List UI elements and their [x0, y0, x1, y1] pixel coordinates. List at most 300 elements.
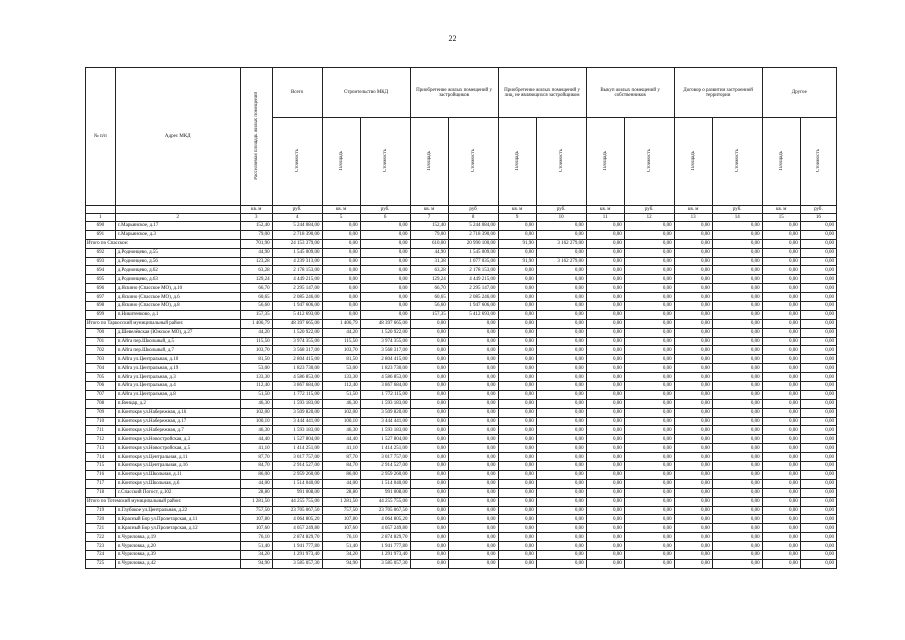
value-cell: 0,00	[536, 222, 586, 231]
value-cell: 0,00	[674, 328, 712, 337]
value-cell: 0,00	[800, 337, 836, 346]
value-cell: 84,70	[322, 462, 360, 471]
value-cell: 0,00	[800, 355, 836, 364]
value-cell: 51,50	[322, 390, 360, 399]
value-cell: 0,00	[800, 364, 836, 373]
value-cell: 0,00	[624, 506, 674, 515]
value-cell: 0,00	[712, 257, 762, 266]
value-cell: 0,00	[586, 524, 624, 533]
value-cell: 0,00	[448, 382, 498, 391]
value-cell: 0,00	[410, 488, 448, 497]
value-cell: 0,00	[800, 373, 836, 382]
value-cell: 0,00	[536, 293, 586, 302]
value-cell: 56,60	[240, 302, 272, 311]
value-cell: 0,00	[448, 373, 498, 382]
value-cell: 0,00	[762, 524, 800, 533]
row-number: 725	[86, 559, 116, 568]
value-cell: 0,00	[712, 266, 762, 275]
value-cell: 112,40	[322, 382, 360, 391]
row-address: п.Никитенково, д.1	[115, 310, 240, 319]
header-group-other-purchase: Приобретение жилых помещений у лиц, не являющихся застройщиком	[498, 68, 586, 118]
value-cell: 0,00	[360, 302, 410, 311]
value-cell: 0,00	[498, 364, 536, 373]
value-cell: 0,00	[448, 444, 498, 453]
row-number: 702	[86, 346, 116, 355]
value-cell: 0,00	[674, 470, 712, 479]
value-cell: 0,00	[624, 559, 674, 568]
value-cell: 0,00	[586, 364, 624, 373]
value-cell: 31,38	[410, 257, 448, 266]
row-number: 721	[86, 524, 116, 533]
value-cell: 0,00	[536, 470, 586, 479]
value-cell: 701,90	[240, 239, 272, 248]
unit-cell: кв. м	[498, 206, 536, 214]
value-cell: 0,00	[674, 302, 712, 311]
value-cell: 115,50	[240, 337, 272, 346]
value-cell: 0,00	[536, 488, 586, 497]
value-cell: 0,00	[624, 497, 674, 506]
value-cell: 87,70	[240, 453, 272, 462]
value-cell: 0,00	[674, 319, 712, 328]
value-cell: 0,00	[498, 435, 536, 444]
value-cell: 0,00	[712, 497, 762, 506]
value-cell: 0,00	[536, 497, 586, 506]
value-cell: 0,00	[762, 230, 800, 239]
value-cell: 0,00	[800, 488, 836, 497]
value-cell: 34,20	[322, 550, 360, 559]
value-cell: 0,00	[586, 328, 624, 337]
value-cell: 103,70	[240, 346, 272, 355]
unit-cell: кв. м	[586, 206, 624, 214]
value-cell: 0,00	[360, 266, 410, 275]
value-cell: 0,00	[536, 248, 586, 257]
value-cell: 0,00	[410, 408, 448, 417]
unit-cell: руб.	[624, 206, 674, 214]
value-cell: 0,00	[712, 479, 762, 488]
value-cell: 0,00	[762, 337, 800, 346]
value-cell: 0,00	[674, 435, 712, 444]
value-cell: 0,00	[586, 222, 624, 231]
table-row	[86, 364, 837, 373]
value-cell: 0,00	[536, 328, 586, 337]
row-number: 719	[86, 506, 116, 515]
header-area: Площадь	[674, 118, 712, 206]
value-cell: 1 772 115,00	[272, 390, 322, 399]
value-cell: 0,00	[536, 399, 586, 408]
table-row	[86, 470, 837, 479]
value-cell: 0,00	[498, 462, 536, 471]
header-living-area: Расселяемая площадь жилых помещений	[240, 68, 272, 206]
value-cell: 0,00	[410, 470, 448, 479]
value-cell: 0,00	[762, 382, 800, 391]
value-cell: 0,00	[800, 417, 836, 426]
value-cell: 757,50	[322, 506, 360, 515]
value-cell: 1 527 804,00	[360, 435, 410, 444]
value-cell: 0,00	[448, 408, 498, 417]
value-cell: 0,00	[762, 390, 800, 399]
table-row	[86, 408, 837, 417]
value-cell: 0,00	[712, 337, 762, 346]
row-address: д.Шевелёвская (Южское МО), д.27	[115, 328, 240, 337]
value-cell: 0,00	[410, 515, 448, 524]
subtotal-label: Итого по Спасское:	[86, 239, 241, 248]
value-cell: 0,00	[624, 435, 674, 444]
value-cell: 0,00	[674, 346, 712, 355]
row-address: п.Красный Бор ул.Пролетарская, д.12	[115, 524, 240, 533]
value-cell: 60,65	[410, 293, 448, 302]
header-area: Площадь	[322, 118, 360, 206]
value-cell: 0,00	[762, 453, 800, 462]
value-cell: 0,00	[586, 390, 624, 399]
row-number: 705	[86, 373, 116, 382]
value-cell: 0,00	[410, 417, 448, 426]
value-cell: 3 568 317,00	[360, 346, 410, 355]
value-cell: 2 959 260,00	[272, 470, 322, 479]
value-cell: 0,00	[674, 310, 712, 319]
value-cell: 46,30	[322, 399, 360, 408]
value-cell: 1 947 606,00	[448, 302, 498, 311]
value-cell: 0,00	[762, 462, 800, 471]
value-cell: 0,00	[448, 479, 498, 488]
value-cell: 0,00	[498, 319, 536, 328]
row-address: п.Контокря ул.Центральная, д.16	[115, 462, 240, 471]
row-number: 715	[86, 462, 116, 471]
value-cell: 28,80	[240, 488, 272, 497]
header-group-development-contract: Договор о развитии застроенной территории	[674, 68, 762, 118]
value-cell: 0,00	[536, 462, 586, 471]
row-number: 696	[86, 284, 116, 293]
value-cell: 0,00	[448, 542, 498, 551]
subtotal-row	[86, 497, 837, 506]
value-cell: 0,00	[360, 230, 410, 239]
value-cell: 0,00	[762, 470, 800, 479]
header-cost: Стоимость	[272, 118, 322, 206]
value-cell: 1 406,79	[240, 319, 272, 328]
value-cell: 0,00	[762, 364, 800, 373]
value-cell: 0,00	[624, 239, 674, 248]
value-cell: 0,00	[536, 266, 586, 275]
value-cell: 0,00	[536, 417, 586, 426]
value-cell: 0,00	[674, 417, 712, 426]
value-cell: 0,00	[712, 453, 762, 462]
value-cell: 0,00	[674, 266, 712, 275]
header-area: Площадь	[498, 118, 536, 206]
row-number: 690	[86, 222, 116, 231]
value-cell: 0,00	[624, 293, 674, 302]
value-cell: 0,00	[498, 497, 536, 506]
value-cell: 1 593 183,00	[272, 399, 322, 408]
value-cell: 0,00	[586, 435, 624, 444]
value-cell: 0,00	[448, 559, 498, 568]
value-cell: 0,00	[674, 479, 712, 488]
value-cell: 0,00	[674, 462, 712, 471]
row-number: 707	[86, 390, 116, 399]
value-cell: 0,00	[762, 248, 800, 257]
value-cell: 0,00	[674, 275, 712, 284]
value-cell: 0,00	[800, 222, 836, 231]
row-number: 704	[86, 364, 116, 373]
value-cell: 1 514 040,00	[272, 479, 322, 488]
value-cell: 0,00	[322, 266, 360, 275]
value-cell: 3 867 684,00	[272, 382, 322, 391]
value-cell: 0,00	[410, 533, 448, 542]
value-cell: 91,90	[498, 257, 536, 266]
value-cell: 0,00	[800, 293, 836, 302]
value-cell: 152,40	[410, 222, 448, 231]
value-cell: 1 077 035,00	[448, 257, 498, 266]
header-area: Площадь	[410, 118, 448, 206]
value-cell: 0,00	[712, 302, 762, 311]
row-address: п.Контокря ул.Новостройская, д.3	[115, 435, 240, 444]
value-cell: 0,00	[448, 515, 498, 524]
value-cell: 102,00	[322, 408, 360, 417]
value-cell: 0,00	[586, 479, 624, 488]
row-address: п.Венцар, д.2	[115, 399, 240, 408]
header-cost: Стоимость	[712, 118, 762, 206]
value-cell: 0,00	[410, 444, 448, 453]
row-number: 714	[86, 453, 116, 462]
value-cell: 0,00	[674, 293, 712, 302]
value-cell: 0,00	[624, 524, 674, 533]
value-cell: 133,30	[322, 373, 360, 382]
value-cell: 5 244 084,00	[272, 222, 322, 231]
value-cell: 44,00	[240, 479, 272, 488]
row-number: 720	[86, 515, 116, 524]
value-cell: 0,00	[536, 426, 586, 435]
value-cell: 0,00	[674, 426, 712, 435]
table-row	[86, 222, 837, 231]
value-cell: 991 008,00	[272, 488, 322, 497]
value-cell: 0,00	[712, 355, 762, 364]
value-cell: 0,00	[536, 310, 586, 319]
value-cell: 0,00	[712, 533, 762, 542]
value-cell: 0,00	[322, 248, 360, 257]
row-number: 713	[86, 444, 116, 453]
value-cell: 1 545 009,00	[272, 248, 322, 257]
value-cell: 0,00	[586, 559, 624, 568]
column-number: 2	[115, 214, 240, 222]
value-cell: 3 444 441,00	[360, 417, 410, 426]
value-cell: 0,00	[674, 550, 712, 559]
table-row	[86, 257, 837, 266]
value-cell: 48 397 665,00	[272, 319, 322, 328]
value-cell: 0,00	[762, 444, 800, 453]
value-cell: 0,00	[712, 488, 762, 497]
table-row	[86, 417, 837, 426]
value-cell: 0,00	[762, 266, 800, 275]
value-cell: 23 705 067,50	[360, 506, 410, 515]
value-cell: 1 941 777,80	[272, 542, 322, 551]
value-cell: 81,50	[240, 355, 272, 364]
value-cell: 0,00	[800, 524, 836, 533]
value-cell: 0,00	[498, 230, 536, 239]
row-address: п.Айга ул.Центральная, д.10	[115, 355, 240, 364]
value-cell: 0,00	[498, 390, 536, 399]
row-number: 693	[86, 257, 116, 266]
value-cell: 44,40	[240, 435, 272, 444]
value-cell: 2 718 390,00	[448, 230, 498, 239]
value-cell: 0,00	[498, 310, 536, 319]
value-cell: 0,00	[586, 470, 624, 479]
row-address: п.Контокря ул.Школьная, д.11	[115, 470, 240, 479]
table-row	[86, 426, 837, 435]
row-address: п.Контокря ул.Школьная, д.6	[115, 479, 240, 488]
value-cell: 0,00	[800, 390, 836, 399]
row-number: 697	[86, 293, 116, 302]
value-cell: 0,00	[800, 453, 836, 462]
value-cell: 0,00	[800, 515, 836, 524]
value-cell: 0,00	[448, 506, 498, 515]
table-row	[86, 550, 837, 559]
value-cell: 0,00	[674, 542, 712, 551]
unit-cell: руб.	[536, 206, 586, 214]
value-cell: 91,90	[498, 239, 536, 248]
value-cell: 41,10	[322, 444, 360, 453]
value-cell: 0,00	[624, 355, 674, 364]
value-cell: 0,00	[624, 364, 674, 373]
value-cell: 0,00	[624, 550, 674, 559]
value-cell: 0,00	[712, 319, 762, 328]
value-cell: 0,00	[762, 373, 800, 382]
row-number: 695	[86, 275, 116, 284]
value-cell: 0,00	[410, 382, 448, 391]
value-cell: 0,00	[448, 453, 498, 462]
value-cell: 1 545 009,00	[448, 248, 498, 257]
value-cell: 0,00	[498, 559, 536, 568]
value-cell: 0,00	[624, 275, 674, 284]
value-cell: 0,00	[536, 506, 586, 515]
value-cell: 0,00	[762, 239, 800, 248]
row-address: п.Красный Бор ул.Пролетарская, д.11	[115, 515, 240, 524]
value-cell: 0,00	[624, 266, 674, 275]
value-cell: 0,00	[762, 346, 800, 355]
value-cell: 44,90	[410, 248, 448, 257]
value-cell: 4 057 249,80	[360, 524, 410, 533]
unit-cell: руб.	[712, 206, 762, 214]
value-cell: 0,00	[712, 382, 762, 391]
value-cell: 0,00	[498, 488, 536, 497]
value-cell: 0,00	[536, 364, 586, 373]
value-cell: 0,00	[586, 319, 624, 328]
value-cell: 5 412 693,00	[448, 310, 498, 319]
value-cell: 0,00	[800, 506, 836, 515]
table-row	[86, 462, 837, 471]
header-cost: Стоимость	[448, 118, 498, 206]
row-number: 710	[86, 417, 116, 426]
value-cell: 0,00	[410, 399, 448, 408]
value-cell: 0,00	[586, 550, 624, 559]
value-cell: 23 705 067,50	[272, 506, 322, 515]
value-cell: 0,00	[498, 284, 536, 293]
row-address: д.Яскино (Спасское МО), д.6	[115, 293, 240, 302]
row-address: п.Айга пер.Школьный, д.5	[115, 337, 240, 346]
value-cell: 0,00	[536, 479, 586, 488]
value-cell: 46,30	[240, 426, 272, 435]
value-cell: 0,00	[762, 542, 800, 551]
value-cell: 0,00	[360, 310, 410, 319]
table-row	[86, 346, 837, 355]
value-cell: 0,00	[498, 222, 536, 231]
row-address: п.Айга ул.Центральная, д.8	[115, 390, 240, 399]
value-cell: 0,00	[624, 426, 674, 435]
value-cell: 0,00	[360, 248, 410, 257]
value-cell: 0,00	[322, 293, 360, 302]
value-cell: 0,00	[674, 390, 712, 399]
value-cell: 0,00	[498, 470, 536, 479]
value-cell: 44 255 755,00	[272, 497, 322, 506]
value-cell: 53,00	[322, 364, 360, 373]
table-row	[86, 230, 837, 239]
page-number: 22	[448, 34, 457, 43]
subtotal-label: Итого по Таркосский муниципальный район:	[86, 319, 241, 328]
value-cell: 0,00	[586, 497, 624, 506]
value-cell: 0,00	[762, 310, 800, 319]
value-cell: 0,00	[800, 550, 836, 559]
value-cell: 0,00	[586, 284, 624, 293]
value-cell: 41,10	[240, 444, 272, 453]
value-cell: 0,00	[762, 533, 800, 542]
value-cell: 0,00	[410, 479, 448, 488]
value-cell: 0,00	[712, 284, 762, 293]
value-cell: 0,00	[360, 239, 410, 248]
value-cell: 0,00	[322, 284, 360, 293]
table-row	[86, 533, 837, 542]
subtotal-row	[86, 319, 837, 328]
value-cell: 0,00	[762, 417, 800, 426]
value-cell: 0,00	[624, 284, 674, 293]
value-cell: 0,00	[624, 328, 674, 337]
value-cell: 3 017 757,00	[360, 453, 410, 462]
value-cell: 1 823 730,00	[360, 364, 410, 373]
value-cell: 129,24	[240, 275, 272, 284]
value-cell: 0,00	[448, 426, 498, 435]
row-address: д.Родионцево, д.55	[115, 248, 240, 257]
value-cell: 0,00	[712, 248, 762, 257]
value-cell: 0,00	[498, 248, 536, 257]
value-cell: 0,00	[800, 444, 836, 453]
value-cell: 0,00	[498, 408, 536, 417]
value-cell: 0,00	[536, 284, 586, 293]
value-cell: 0,00	[586, 355, 624, 364]
value-cell: 0,00	[536, 346, 586, 355]
value-cell: 0,00	[410, 497, 448, 506]
value-cell: 3 568 317,00	[272, 346, 322, 355]
value-cell: 123,28	[240, 257, 272, 266]
value-cell: 0,00	[762, 328, 800, 337]
value-cell: 0,00	[498, 426, 536, 435]
header-address: Адрес МКД	[115, 68, 240, 206]
value-cell: 3 509 820,00	[360, 408, 410, 417]
table-row	[86, 444, 837, 453]
value-cell: 0,00	[498, 524, 536, 533]
units-row	[86, 206, 837, 214]
value-cell: 0,00	[674, 355, 712, 364]
value-cell: 112,40	[240, 382, 272, 391]
value-cell: 0,00	[800, 426, 836, 435]
column-number: 4	[272, 214, 322, 222]
value-cell: 115,50	[322, 337, 360, 346]
value-cell: 0,00	[624, 257, 674, 266]
value-cell: 0,00	[712, 222, 762, 231]
value-cell: 0,00	[624, 444, 674, 453]
value-cell: 3 162 279,00	[536, 257, 586, 266]
value-cell: 1 941 777,80	[360, 542, 410, 551]
unit-cell: кв. м	[762, 206, 800, 214]
value-cell: 2 295 147,00	[448, 284, 498, 293]
row-number: 701	[86, 337, 116, 346]
value-cell: 0,00	[800, 284, 836, 293]
value-cell: 0,00	[448, 337, 498, 346]
